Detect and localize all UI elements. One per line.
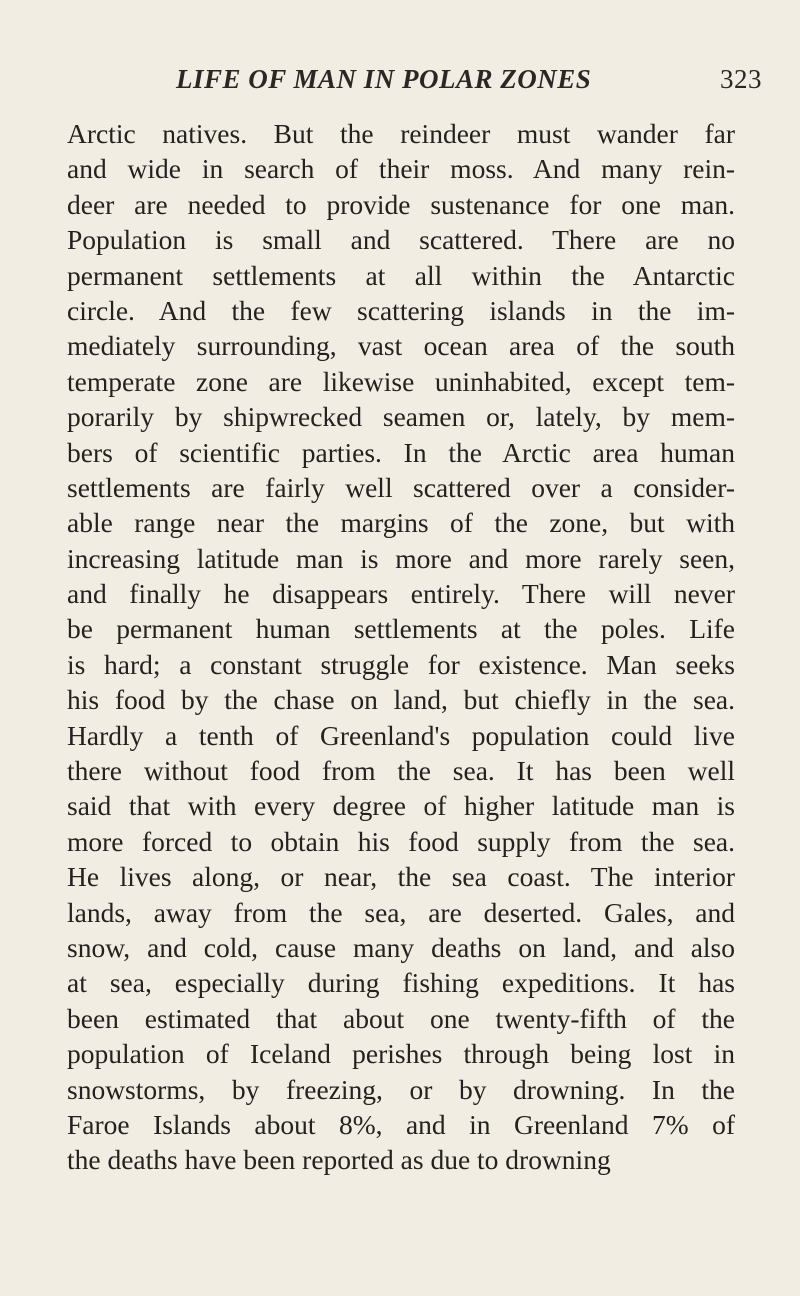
text-line: there without food from the sea. It has been well: [67, 755, 735, 787]
text-line: been estimated that about one twenty-fifth of the: [67, 1002, 735, 1034]
text-line: Hardly a tenth of Greenland's population could live: [67, 719, 735, 751]
text-line: his food by the chase on land, but chiefly in the sea.: [67, 684, 735, 716]
body-text: [67, 116, 735, 1178]
text-line: snow, and cold, cause many deaths on land, and also: [67, 931, 735, 963]
text-line: snowstorms, by freezing, or by drowning. In the: [67, 1073, 735, 1105]
running-head: [176, 62, 762, 96]
text-line: is hard; a constant struggle for existence. Man seeks: [67, 648, 735, 680]
text-line: Faroe Islands about 8%, and in Greenland 7% of: [67, 1108, 735, 1140]
text-line: more forced to obtain his food supply from the sea.: [67, 825, 735, 857]
text-line: the deaths have been reported as due to drowning: [67, 1144, 611, 1176]
text-line: permanent settlements at all within the Antarctic: [67, 259, 735, 291]
text-line: deer are needed to provide sustenance for one man.: [67, 188, 735, 220]
text-line: said that with every degree of higher latitude man is: [67, 790, 735, 822]
text-line: temperate zone are likewise uninhabited, except tem-: [67, 365, 735, 397]
text-line: be permanent human settlements at the poles. Life: [67, 613, 735, 645]
text-line: Arctic natives. But the reindeer must wander far: [67, 118, 735, 149]
text-line: circle. And the few scattering islands in the im-: [67, 294, 735, 326]
page-number: 323: [720, 64, 762, 94]
text-line: able range near the margins of the zone, but with: [67, 507, 735, 539]
text-line: porarily by shipwrecked seamen or, lately, by mem-: [67, 401, 735, 433]
text-line: bers of scientific parties. In the Arctic area human: [67, 436, 735, 468]
text-line: increasing latitude man is more and more rarely seen,: [67, 542, 735, 574]
running-head-title: LIFE OF MAN IN POLAR ZONES: [176, 64, 592, 94]
text-line: lands, away from the sea, are deserted. Gales, and: [67, 896, 735, 928]
text-line: at sea, especially during fishing expeditions. It has: [67, 967, 735, 999]
text-line: and wide in search of their moss. And many rein-: [67, 153, 735, 185]
text-line: and finally he disappears entirely. There will never: [67, 578, 735, 610]
text-line: population of Iceland perishes through being lost in: [67, 1038, 735, 1070]
text-line: Population is small and scattered. There are no: [67, 224, 735, 256]
text-line: settlements are fairly well scattered over a consider-: [67, 471, 735, 503]
text-line: He lives along, or near, the sea coast. The interior: [67, 861, 735, 893]
text-line: mediately surrounding, vast ocean area of the south: [67, 330, 735, 362]
